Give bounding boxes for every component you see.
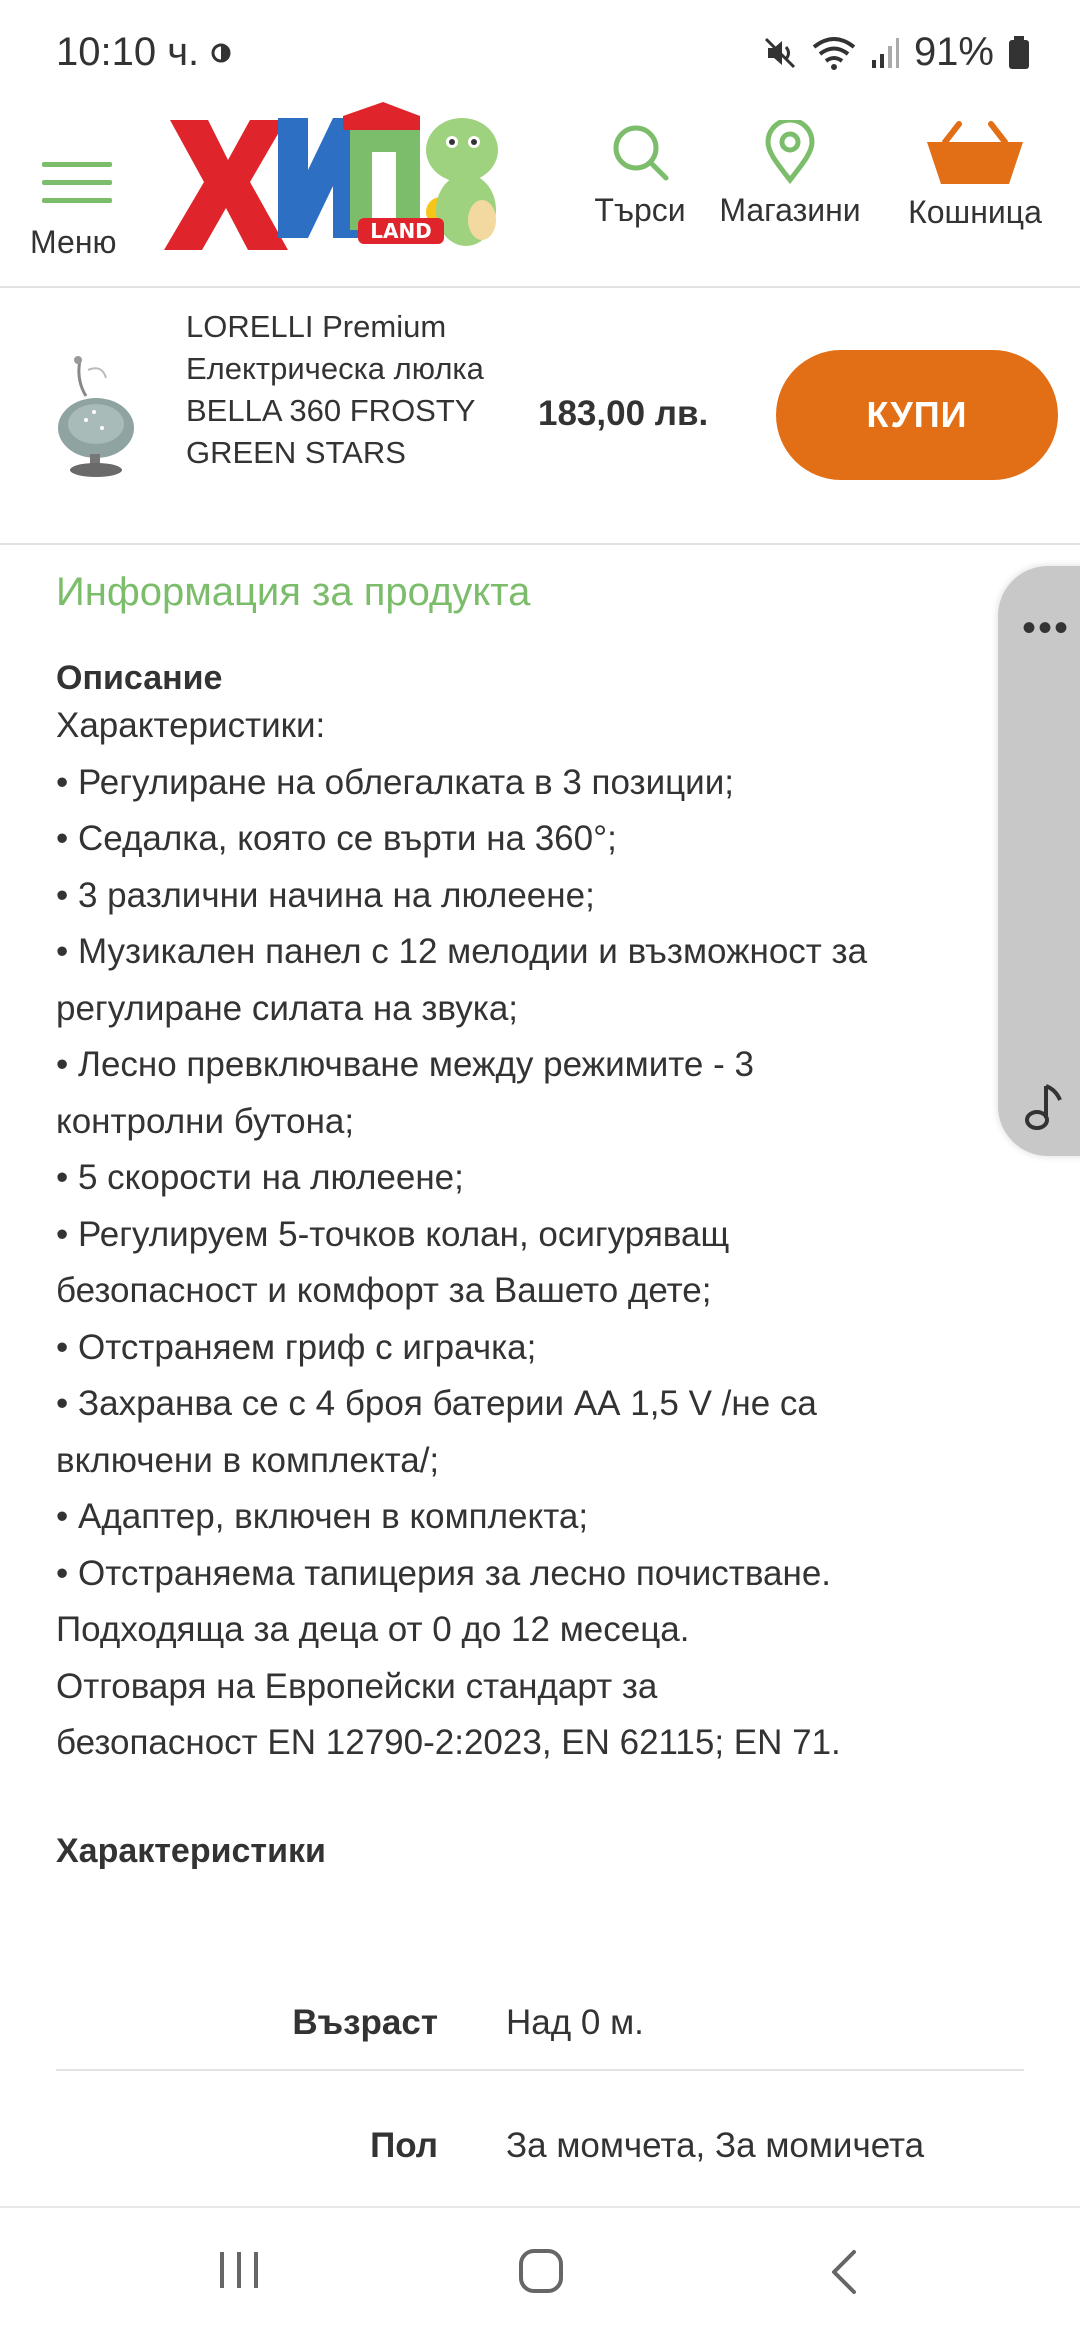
description-line: • Лесно превключване между режимите - 3 (56, 1045, 754, 1084)
product-thumbnail[interactable] (50, 350, 140, 480)
back-icon[interactable] (828, 2248, 860, 2296)
status-time: 10:10 ч. (56, 30, 200, 74)
site-header (0, 100, 1080, 288)
signal-icon (870, 36, 900, 70)
description-line: • Захранва се с 4 броя батерии АА 1,5 V /не са (56, 1384, 817, 1423)
description-line: безопасност и комфорт за Вашето дете; (56, 1271, 712, 1310)
cart-label: Кошница (908, 194, 1042, 230)
product-info-title: Информация за продукта (56, 570, 531, 614)
description-line: • Отстраняем гриф с играчка; (56, 1327, 537, 1367)
description-line: • 5 скорости на люлеене; (56, 1158, 464, 1197)
cart-button[interactable] (900, 120, 1050, 231)
description-line: регулиране силата на звука; (56, 988, 519, 1028)
system-navigation-bar (0, 2206, 1080, 2340)
description-line: • Музикален панел с 12 мелодии и възможност за (56, 932, 868, 971)
location-pin-icon (758, 120, 822, 184)
mute-icon (762, 35, 798, 71)
description-line: Характеристики: (56, 706, 326, 745)
description-line: • Седалка, която се върти на 360°; (56, 819, 617, 858)
spec-value: Над 0 м. (506, 2002, 644, 2042)
specs-table (56, 1976, 1024, 2221)
spec-key: Възраст (292, 2002, 438, 2042)
description-line: • 3 различни начина на люлеене; (56, 875, 595, 915)
music-note-icon[interactable] (1022, 1082, 1066, 1134)
spec-row (56, 2071, 1024, 2221)
more-dots-icon: ••• (1022, 606, 1071, 650)
status-bar (0, 0, 1080, 110)
buy-button[interactable]: КУПИ (776, 350, 1058, 480)
wifi-icon (812, 35, 856, 71)
svg-text:LAND: LAND (370, 219, 432, 243)
product-sticky-bar (0, 290, 1080, 545)
battery-icon (1008, 36, 1030, 70)
product-info (56, 560, 1016, 1871)
search-icon (608, 120, 672, 184)
specs-heading: Характеристики (56, 1831, 326, 1870)
product-price: 183,00 лв. (538, 394, 709, 433)
menu-button[interactable] (30, 130, 140, 260)
description-line: • Адаптер, включен в комплекта; (56, 1497, 589, 1536)
description-line: Отговаря на Европейски стандарт за (56, 1666, 658, 1706)
recent-apps-icon[interactable] (216, 2248, 262, 2292)
basket-icon (925, 120, 1025, 186)
spec-key: Пол (370, 2126, 438, 2165)
home-icon[interactable] (518, 2248, 564, 2294)
product-name: LORELLI Premium Електрическа люлка BELLA 360 FROSTY GREEN STARS (186, 309, 484, 470)
hamburger-icon (42, 130, 114, 180)
description-line: включени в комплекта/; (56, 1440, 440, 1480)
description-line: контролни бутона; (56, 1101, 355, 1141)
spec-row (56, 1976, 1024, 2071)
status-icons (762, 30, 1030, 75)
description-heading: Описание (56, 659, 223, 697)
stores-label: Магазини (719, 192, 861, 228)
spec-value: За момчета, За момичета (506, 2126, 925, 2165)
edge-panel-handle[interactable] (998, 566, 1080, 1156)
description-body (56, 698, 1016, 1772)
stores-button[interactable] (715, 120, 865, 229)
description-line: • Регулиране на облегалката в 3 позиции; (56, 762, 735, 802)
search-label: Търси (594, 192, 686, 228)
hipo-land-logo[interactable] (158, 100, 508, 250)
description-line: Подходяща за деца от 0 до 12 месеца. (56, 1610, 690, 1649)
search-button[interactable] (592, 120, 688, 229)
description-line: • Отстраняема тапицерия за лесно почистване. (56, 1553, 832, 1593)
description-line: • Регулируем 5-точков колан, осигуряващ (56, 1214, 730, 1254)
battery-percent: 91% (913, 30, 994, 74)
description-line: безопасност EN 12790-2:2023, EN 62115; EN 71. (56, 1723, 841, 1762)
data-saver-icon (210, 42, 232, 64)
menu-label: Меню (30, 224, 117, 260)
